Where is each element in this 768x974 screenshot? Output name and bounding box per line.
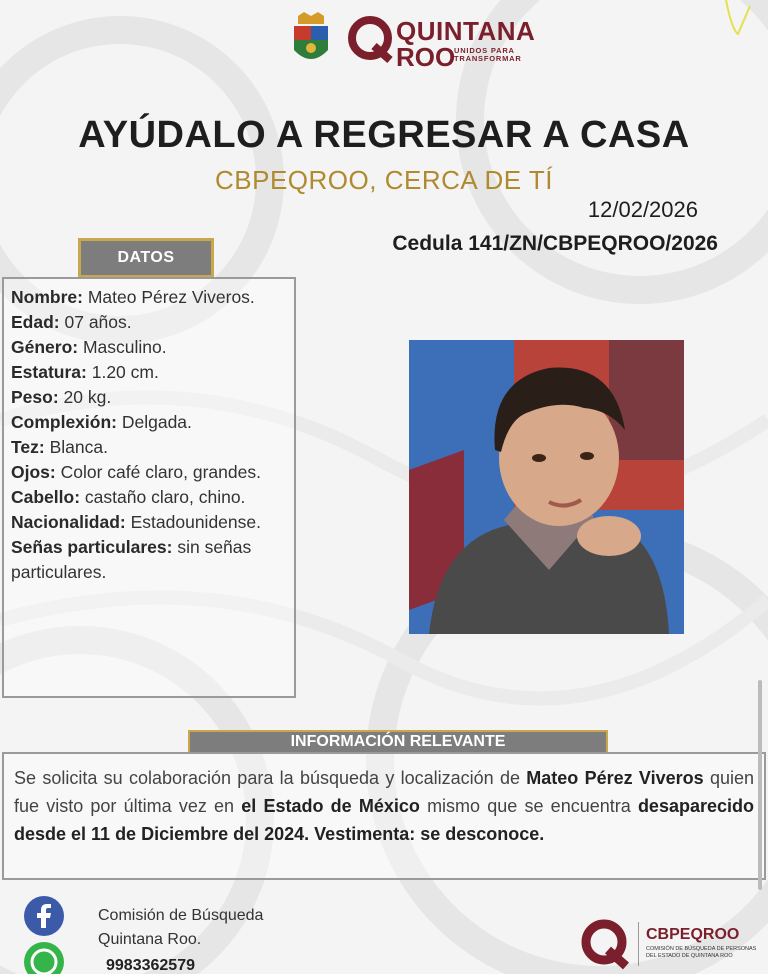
quintana-roo-logo	[346, 10, 536, 74]
datos-row-edad	[11, 310, 288, 335]
value-senas: sin señas particulares.	[11, 537, 252, 582]
info-bold-location: el Estado de México	[241, 796, 420, 816]
value-nacionalidad: Estadounidense.	[125, 512, 261, 532]
cbp-description: COMISIÓN DE BÚSQUEDA DE PERSONAS DEL ESTADO DE QUINTANA ROO	[646, 946, 757, 959]
corner-mark-icon	[722, 0, 752, 38]
datos-tab: DATOS	[78, 238, 214, 278]
footer-phone[interactable]: 9983362579	[106, 957, 195, 974]
datos-row-peso	[11, 385, 288, 410]
page-subtitle: CBPEQROO, CERCA DE TÍ	[215, 165, 553, 195]
info-text-2: quien fue visto por última vez en	[14, 768, 754, 816]
datos-row-estatura	[11, 360, 288, 385]
coat-of-arms-icon	[290, 12, 332, 68]
scrollbar[interactable]	[758, 680, 762, 890]
footer-organization	[98, 904, 263, 952]
label-tez: Tez:	[11, 437, 45, 457]
label-senas: Señas particulares:	[11, 537, 173, 557]
value-genero: Masculino.	[78, 337, 167, 357]
value-edad: 07 años.	[59, 312, 132, 332]
logo-line1: QUINTANA	[396, 16, 536, 46]
label-nombre: Nombre:	[11, 287, 83, 307]
label-cabello: Cabello:	[11, 487, 81, 507]
q-mark-icon	[346, 14, 394, 64]
label-ojos: Ojos:	[11, 462, 56, 482]
footer-org-line1: Comisión de Búsqueda	[98, 907, 264, 924]
label-estatura: Estatura:	[11, 362, 87, 382]
info-text-3: mismo que se encuentra	[419, 796, 638, 816]
info-bold-missing-since: desaparecido desde el 11 de Diciembre del 2024. Vestimenta: se desconoce.	[14, 796, 754, 844]
label-peso: Peso:	[11, 387, 59, 407]
header-logos	[290, 10, 536, 74]
datos-row-ojos	[11, 460, 288, 485]
value-nombre: Mateo Pérez Viveros.	[82, 287, 255, 307]
value-peso: 20 kg.	[58, 387, 112, 407]
datos-panel	[2, 277, 296, 698]
info-panel	[2, 752, 766, 880]
page-title: AYÚDALO A REGRESAR A CASA	[78, 114, 690, 156]
report-date: 12/02/2026	[587, 197, 698, 222]
info-tab: INFORMACIÓN RELEVANTE	[188, 730, 608, 754]
value-complexion: Delgada.	[116, 412, 192, 432]
datos-row-tez	[11, 435, 288, 460]
datos-row-nombre	[11, 285, 288, 310]
datos-row-complexion	[11, 410, 288, 435]
cbpeqroo-logo	[574, 914, 768, 974]
label-complexion: Complexión:	[11, 412, 117, 432]
value-tez: Blanca.	[44, 437, 108, 457]
whatsapp-icon[interactable]	[22, 940, 66, 974]
logo-tagline: UNIDOS PARA TRANSFORMAR	[454, 46, 522, 63]
datos-row-senas	[11, 535, 288, 585]
datos-row-cabello	[11, 485, 288, 510]
cbp-q-mark-icon	[578, 918, 634, 970]
info-bold-name: Mateo Pérez Viveros	[526, 768, 704, 788]
logo-line2: ROO	[396, 42, 456, 72]
footer-org-line2: Quintana Roo.	[98, 931, 202, 948]
info-text-1: Se solicita su colaboración para la búsqueda y localización de	[14, 768, 527, 788]
value-ojos: Color café claro, grandes.	[55, 462, 261, 482]
datos-row-nacionalidad	[11, 510, 288, 535]
cbp-name: CBPEQROO	[646, 926, 740, 943]
value-estatura: 1.20 cm.	[86, 362, 159, 382]
label-edad: Edad:	[11, 312, 60, 332]
value-cabello: castaño claro, chino.	[80, 487, 246, 507]
cedula-number: Cedula 141/ZN/CBPEQROO/2026	[392, 232, 718, 255]
missing-person-photo	[409, 340, 684, 634]
label-nacionalidad: Nacionalidad:	[11, 512, 126, 532]
cbp-divider	[638, 922, 639, 966]
datos-row-genero	[11, 335, 288, 360]
label-genero: Género:	[11, 337, 79, 357]
facebook-icon[interactable]	[22, 894, 66, 938]
